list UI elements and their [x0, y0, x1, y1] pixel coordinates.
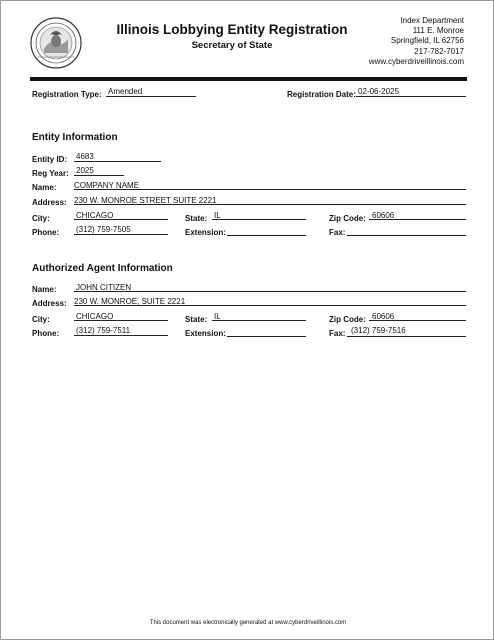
agent-address-underline	[74, 305, 466, 306]
agent-zip-underline	[369, 320, 466, 321]
entity-address-underline	[74, 204, 466, 205]
agent-city-value: CHICAGO	[76, 312, 114, 321]
address-line: 217-782-7017	[414, 46, 464, 56]
entity-address-label: Address:	[32, 198, 67, 207]
agent-name-label: Name:	[32, 285, 57, 294]
registration-type-label: Registration Type:	[32, 90, 102, 99]
agent-state-underline	[212, 320, 306, 321]
registration-date-underline	[356, 96, 466, 97]
page-title: Illinois Lobbying Entity Registration	[116, 22, 348, 37]
entity-phone-value: (312) 759-7505	[76, 225, 131, 234]
agent-extension-label: Extension:	[185, 329, 226, 338]
entity-phone-label: Phone:	[32, 228, 60, 237]
agent-extension-underline	[227, 336, 306, 337]
agent-city-underline	[74, 320, 168, 321]
address-line: Springfield, IL 62756	[390, 36, 464, 46]
agent-city-label: City:	[32, 315, 50, 324]
entity-state-label: State:	[185, 214, 208, 223]
entity-extension-label: Extension:	[185, 228, 226, 237]
entity-name-value: COMPANY NAME	[74, 181, 140, 190]
entity-zip-label: Zip Code:	[329, 214, 366, 223]
entity-extension-underline	[227, 235, 306, 236]
entity-id-label: Entity ID:	[32, 155, 68, 164]
agent-fax-label: Fax:	[329, 329, 346, 338]
entity-name-underline	[74, 189, 466, 190]
reg-year-label: Reg Year:	[32, 169, 69, 178]
registration-type-underline	[106, 96, 196, 97]
entity-id-value: 4683	[76, 152, 94, 161]
registration-type-value: Amended	[108, 87, 143, 96]
agent-state-value: IL	[214, 312, 221, 321]
entity-name-label: Name:	[32, 183, 57, 192]
agent-address-value: 230 W. MONROE, SUITE 2221	[74, 297, 186, 306]
registration-date-label: Registration Date:	[287, 90, 356, 99]
entity-id-underline	[74, 161, 161, 162]
entity-zip-underline	[369, 219, 466, 220]
entity-zip-value: 60606	[372, 211, 395, 220]
agent-phone-value: (312) 759-7511	[76, 326, 131, 335]
agent-address-label: Address:	[32, 299, 67, 308]
entity-state-value: IL	[214, 211, 221, 220]
address-line: Index Department	[400, 16, 464, 25]
entity-fax-underline	[347, 235, 466, 236]
agent-fax-underline	[347, 336, 466, 337]
agent-phone-label: Phone:	[32, 329, 60, 338]
office-address	[369, 16, 464, 67]
agent-zip-value: 60606	[372, 312, 395, 321]
agent-name-value: JOHN CITIZEN	[76, 283, 132, 292]
entity-address-value: 230 W. MONROE STREET SUITE 2221	[74, 196, 217, 205]
address-line: www.cyberdriveillinois.com	[368, 56, 464, 66]
entity-city-underline	[74, 219, 168, 220]
registration-date-value: 02-06-2025	[358, 87, 399, 96]
entity-fax-label: Fax:	[329, 228, 346, 237]
agent-info-heading: Authorized Agent Information	[32, 263, 173, 274]
agent-phone-underline	[74, 335, 168, 336]
entity-phone-underline	[74, 234, 168, 235]
reg-year-underline	[74, 175, 124, 176]
state-seal-icon	[30, 17, 82, 69]
entity-city-value: CHICAGO	[76, 211, 114, 220]
agent-fax-value: (312) 759-7516	[351, 326, 406, 335]
agent-zip-label: Zip Code:	[329, 315, 366, 324]
page-subtitle: Secretary of State	[191, 40, 273, 51]
address-line: 111 E. Monroe	[412, 26, 464, 36]
entity-city-label: City:	[32, 214, 50, 223]
entity-info-heading: Entity Information	[32, 132, 118, 143]
entity-state-underline	[212, 219, 306, 220]
footer-note: This document was electronically generated at www.cyberdriveillinois.com	[149, 620, 347, 626]
header-divider	[30, 77, 467, 81]
reg-year-value: 2025	[76, 166, 94, 175]
agent-name-underline	[74, 291, 466, 292]
agent-state-label: State:	[185, 315, 208, 324]
